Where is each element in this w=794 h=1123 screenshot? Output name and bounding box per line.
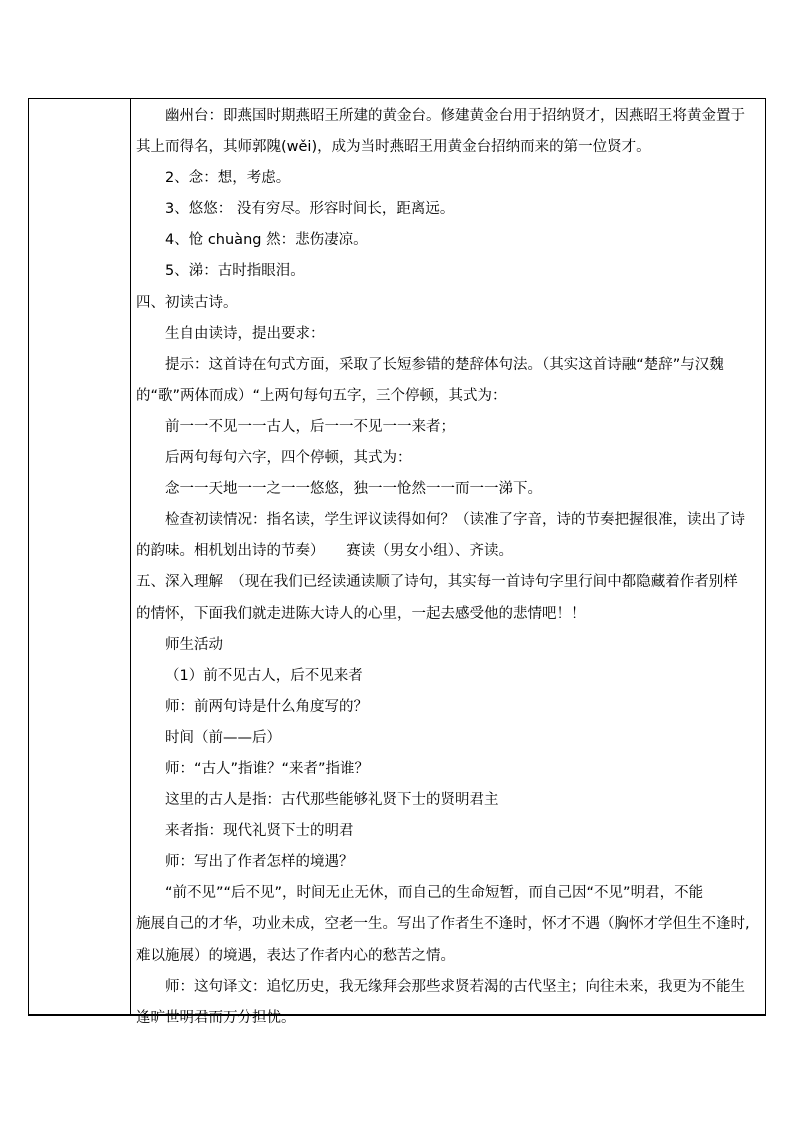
text-line: 其上而得名，其师郭隗(wěi)，成为当时燕昭王用黄金台招纳而来的第一位贤才。	[136, 139, 651, 156]
text-line: 来者指：现代礼贤下士的明君	[165, 823, 354, 840]
text-line: 3、悠悠： 没有穷尽。形容时间长，距离远。	[165, 201, 455, 218]
text-line: 幽州台：即燕国时期燕昭王所建的黄金台。修建黄金台用于招纳贤才，因燕昭王将黄金置于	[165, 108, 745, 124]
text-line: 检查初读情况：指名读，学生评议读得如何？（读准了字音，诗的节奏把握很准，读出了诗	[165, 512, 745, 529]
text-line: 的“歌”两体而成）“上两句每句五字，三个停顿，其式为：	[136, 387, 507, 404]
text-line: 逢旷世明君而万分担忧。	[136, 1009, 296, 1026]
text-line: 前一一不见一一古人，后一一不见一一来者；	[165, 418, 455, 435]
text-line: 师：写出了作者怎样的境遇？	[165, 854, 354, 871]
text-line: 五、深入理解 （现在我们已经读通读顺了诗句，其实每一首诗句字里行间中都隐藏着作者别样	[136, 574, 738, 591]
text-line: 时间（前——后）	[165, 729, 281, 746]
text-line: 四、初读古诗。	[136, 294, 238, 311]
text-line: 师生活动	[165, 636, 223, 653]
text-line: 的韵味。相机划出诗的节奏） 赛读（男女小组）、齐读。	[136, 543, 513, 560]
text-line: 这里的古人是指：古代那些能够礼贤下士的贤明君主	[165, 792, 499, 809]
lesson-table	[28, 98, 766, 1026]
text-line: 难以施展）的境遇，表达了作者内心的愁苦之情。	[136, 947, 455, 964]
text-line: 2、念：想，考虑。	[165, 170, 291, 187]
text-line: 提示：这首诗在句式方面，采取了长短参错的楚辞体句法。（其实这首诗融“楚辞”与汉魏	[165, 356, 724, 373]
text-line: 生自由读诗，提出要求：	[165, 325, 325, 342]
text-line: （1）前不见古人，后不见来者	[165, 667, 363, 684]
table-left-cell	[29, 99, 131, 1014]
text-line: 的情怀，下面我们就走进陈大诗人的心里，一起去感受他的悲情吧！！	[136, 605, 586, 622]
text-line: 4、怆 chuàng 然：悲伤凄凉。	[165, 232, 368, 249]
text-line: 5、涕：古时指眼泪。	[165, 263, 305, 280]
text-line: 师：这句译文：追忆历史，我无缘拜会那些求贤若渴的古代坚主；向往未来，我更为不能生	[165, 978, 745, 995]
table-content-cell	[131, 99, 765, 1026]
text-line: “前不见”“后不见”，时间无止无休，而自己的生命短暂，而自己因“不见”明君，不能	[165, 885, 704, 902]
text-line: 施展自己的才华，功业未成，空老一生。写出了作者生不逢时，怀才不遇（胸怀才学但生不逢时,	[136, 916, 750, 933]
text-line: 师：“古人”指谁？“来者”指谁？	[165, 760, 370, 777]
text-line: 念一一天地一一之一一悠悠，独一一怆然一一而一一涕下。	[165, 481, 542, 498]
text-line: 后两句每句六字，四个停顿，其式为：	[165, 450, 412, 467]
text-line: 师：前两句诗是什么角度写的？	[165, 698, 368, 715]
